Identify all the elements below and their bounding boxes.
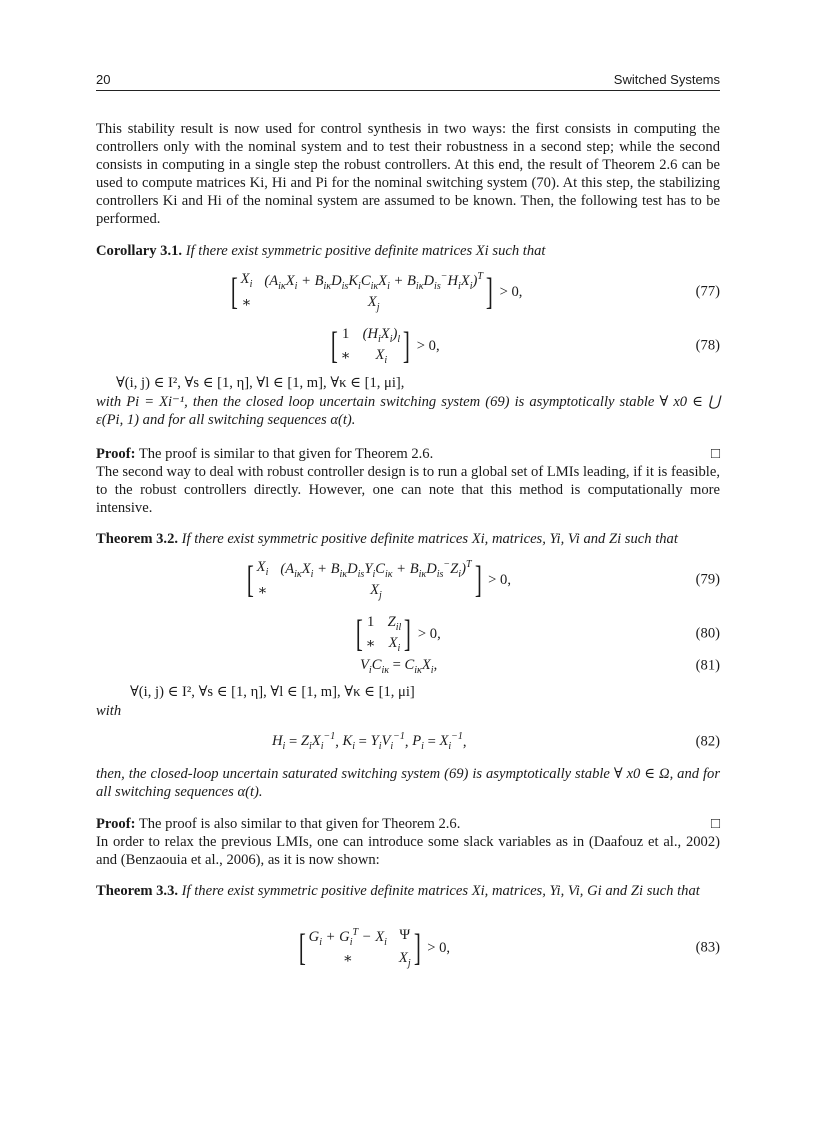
proof-2-text: The proof is also similar to that given for Theorem 2.6. bbox=[138, 816, 461, 832]
equation-80: [ 1 $Z_{il}$ ∗ $X_i$ ] > 0, (80) bbox=[355, 613, 720, 655]
corollary-heading bbox=[96, 242, 720, 260]
theorem-3-3-heading bbox=[96, 882, 720, 900]
proof-1 bbox=[96, 445, 720, 463]
equation-78: [ 1 $(H_iX_i)_l$ ∗ $X_i$ ] > 0, (78) bbox=[330, 325, 720, 367]
equation-81: $V_iC_{i\kappa} = C_{i\kappa}X_i$, (81) bbox=[360, 656, 720, 676]
eq77-number: (77) bbox=[695, 283, 720, 300]
intro-paragraph: This stability result is now used for control synthesis in two ways: the first consists in computing the controllers only with the nominal system and to test their robustness in a second step; while the second consists in computing in a single step the robust controllers. At this end, the result of Theorem 2.6 can be used to compute matrices Ki, Hi and Pi for the nominal switching system (70). At this step, the stabilizing controllers Ki and Hi of the nominal system are assumed to be known. Then, the following test has to be performed. bbox=[96, 121, 720, 227]
corollary-quantifiers: ∀(i, j) ∈ I², ∀s ∈ [1, η], ∀l ∈ [1, m], ∀κ ∈ [1, μi], bbox=[116, 375, 405, 391]
page-number: 20 bbox=[96, 72, 111, 87]
equation-82: $H_i = Z_iX_i^{-1}$, $K_i = Y_iV_i^{-1}$, $P_i = X_i^{-1}$, (82) bbox=[272, 731, 720, 753]
theorem-3-3-label: Theorem 3.3. bbox=[96, 883, 179, 899]
corollary-label: Corollary 3.1. bbox=[96, 243, 183, 259]
proof-2 bbox=[96, 815, 720, 833]
corollary-statement: If there exist symmetric positive definite matrices Xi such that bbox=[185, 243, 546, 259]
equation-83: [ $G_i + G_i^T - X_i$ Ψ ∗ $X_j$ ] > 0, (83) bbox=[298, 927, 720, 969]
eq83-number: (83) bbox=[695, 939, 720, 956]
equation-77: [ $X_i$ $(A_{i\kappa}X_i + B_{i\kappa}D_{is}K_iC_{i\kappa}X_i + B_{i\kappa}D_{is}^-H_iX_i)^T$ ∗ $X_j$ ] > 0, (77) bbox=[230, 271, 720, 313]
eq79-number: (79) bbox=[695, 571, 720, 588]
page-header bbox=[96, 70, 720, 91]
qed-symbol: □ bbox=[710, 446, 720, 462]
theorem-3-2-quantifiers: ∀(i, j) ∈ I², ∀s ∈ [1, η], ∀l ∈ [1, m], ∀κ ∈ [1, μi] bbox=[130, 684, 415, 700]
running-title: Switched Systems bbox=[613, 72, 720, 87]
qed-symbol-2: □ bbox=[710, 816, 720, 832]
proof-1-text: The proof is similar to that given for Theorem 2.6. bbox=[138, 446, 434, 462]
eq78-number: (78) bbox=[695, 337, 720, 354]
proof-2-label: Proof: bbox=[96, 816, 136, 832]
proof-1-label: Proof: bbox=[96, 446, 136, 462]
paragraph-2: The second way to deal with robust controller design is to run a global set of LMIs leading, if it is feasible, to the robust controllers directly. However, one can note that this method is computationally more intensive. bbox=[96, 464, 720, 516]
theorem-3-3-statement: If there exist symmetric positive definite matrices Xi, matrices, Yi, Vi, Gi and Zi such that bbox=[181, 883, 700, 899]
corollary-conclusion: with Pi = Xi⁻¹, then the closed loop uncertain switching system (69) is asymptotically stable ∀ x0 ∈ ⋃ ε(Pi, 1) and for all switching sequences α(t). bbox=[96, 394, 720, 428]
paragraph-3: In order to relax the previous LMIs, one can introduce some slack variables as in (Daafouz et al., 2002) and (Benzaouia et al., 2006), as it is now shown: bbox=[96, 834, 720, 868]
eq82-number: (82) bbox=[695, 733, 720, 750]
eq80-number: (80) bbox=[695, 625, 720, 642]
equation-79: [ $X_i$ $(A_{i\kappa}X_i + B_{i\kappa}D_{is}Y_iC_{i\kappa} + B_{i\kappa}D_{is}^-Z_i)^T$ ∗ $X_j$ ] > 0, (79) bbox=[246, 559, 720, 601]
theorem-3-2-with: with bbox=[96, 703, 122, 719]
theorem-3-2-conclusion: then, the closed-loop uncertain saturated switching system (69) is asymptotically stable ∀ x0 ∈ Ω, and for all switching sequences α(t). bbox=[96, 766, 720, 800]
theorem-3-2-heading bbox=[96, 530, 720, 548]
eq81-number: (81) bbox=[695, 657, 720, 674]
theorem-3-2-label: Theorem 3.2. bbox=[96, 531, 179, 547]
theorem-3-2-statement: If there exist symmetric positive definite matrices Xi, matrices, Yi, Vi and Zi such that bbox=[181, 531, 678, 547]
